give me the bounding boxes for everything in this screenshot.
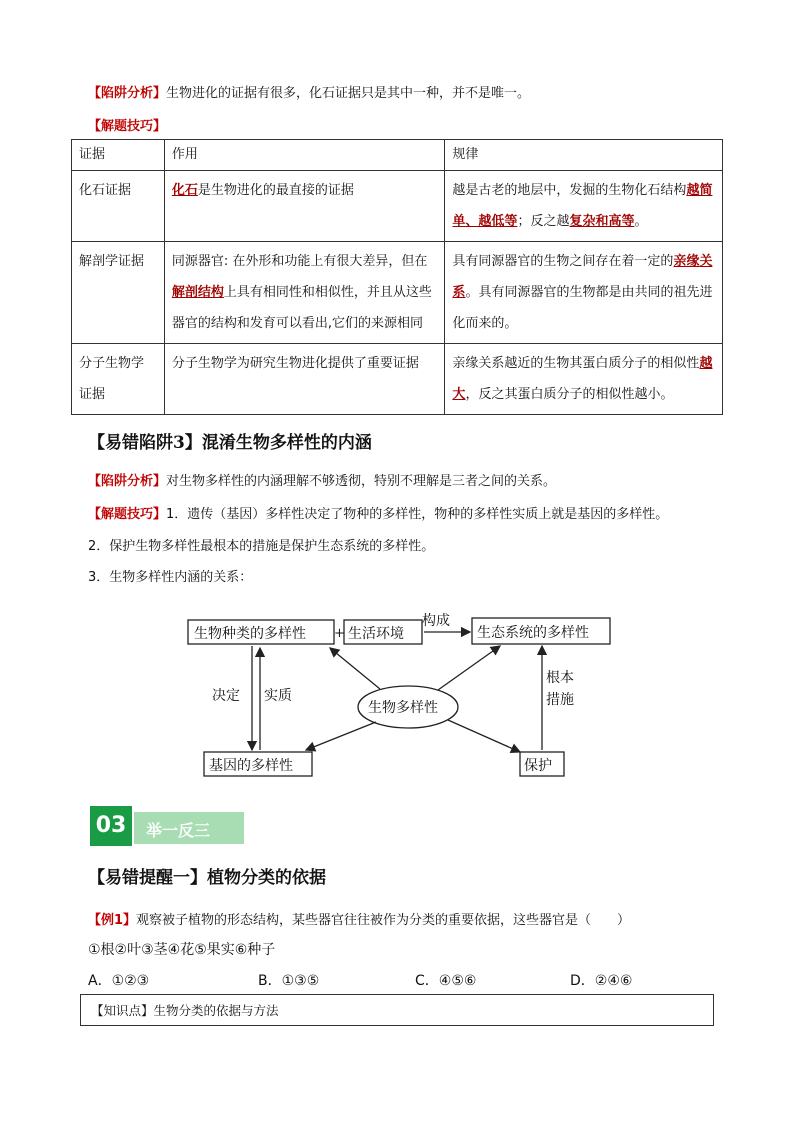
table-cell: 分子生物学证据 (72, 344, 165, 415)
option-a[interactable]: A．①②③ (88, 973, 150, 989)
table-row (72, 344, 723, 415)
cell-text: 是生物进化的最直接的证据 (197, 183, 354, 198)
trap2-tips-tag: 【解题技巧】 (88, 119, 167, 134)
trap3-tip1 (88, 503, 668, 522)
cell-text: 亲缘关系越近的生物其蛋白质分子的相似性 (452, 356, 700, 371)
gene-label: 基因的多样性 (209, 758, 293, 774)
biodiversity-diagram (180, 600, 620, 785)
root-label-2: 措施 (546, 692, 574, 708)
knowledge-point-box: 【知识点】生物分类的依据与方法 (80, 994, 714, 1026)
highlight: 亲缘关系 (452, 254, 713, 300)
option-b[interactable]: B．①③⑤ (258, 973, 320, 989)
trap3-analysis (88, 470, 556, 489)
example-tag: 【例1】 (88, 913, 137, 928)
trap3-tip3: 3．生物多样性内涵的关系： (88, 570, 253, 585)
env-label: 生活环境 (348, 626, 404, 642)
plus-label: + (334, 626, 345, 641)
constitute-label: 构成 (422, 613, 450, 629)
ecosystem-label: 生态系统的多样性 (477, 625, 589, 641)
section-title: 举一反三 (146, 821, 211, 840)
example-items: ①根②叶③茎④花⑤果实⑥种子 (88, 942, 276, 958)
cell-text: ，反之其蛋白质分子的相似性越小。 (465, 387, 674, 402)
highlight: 复杂和高等 (569, 214, 635, 229)
root-label-1: 根本 (546, 670, 574, 686)
table-cell: 化石证据 (72, 171, 165, 242)
table-cell (445, 242, 723, 344)
table-row (72, 242, 723, 344)
table-row (72, 171, 723, 242)
table-cell (445, 344, 723, 415)
cell-text: 同源器官: 在外形和功能上有很大差异，但在 (171, 254, 428, 269)
trap2-text: 生物进化的证据有很多，化石证据只是其中一种，并不是唯一。 (166, 86, 531, 101)
reminder-heading: 【易错提醒一】植物分类的依据 (88, 868, 326, 888)
option-c[interactable]: C．④⑤⑥ (415, 973, 477, 989)
table-header-cell: 作用 (164, 140, 445, 171)
analysis-tag: 【陷阱分析】 (88, 474, 167, 489)
analysis-text: 对生物多样性的内涵理解不够透彻，特别不理解是三者之间的关系。 (166, 474, 557, 489)
table-cell: 解剖学证据 (72, 242, 165, 344)
center-label: 生物多样性 (368, 700, 438, 716)
cell-text: ；反之越 (517, 214, 570, 229)
cell-text: 越是古老的地层中，发掘的生物化石结构 (452, 183, 687, 198)
table-cell: 分子生物学为研究生物进化提供了重要证据 (164, 344, 445, 415)
highlight: 越大 (452, 356, 713, 402)
cell-text: 。 (634, 214, 648, 229)
highlight: 解剖结构 (171, 285, 224, 300)
tip-text: 1．遗传（基因）多样性决定了物种的多样性，物种的多样性实质上就是基因的多样性。 (166, 507, 669, 522)
table-header-cell: 证据 (72, 140, 165, 171)
trap3-heading: 【易错陷阱3】混淆生物多样性的内涵 (88, 433, 372, 453)
section-number: 03 (90, 806, 132, 846)
table-header-row (72, 140, 723, 171)
cell-text: 。具有同源器官的生物都是由共同的祖先进化而来的。 (452, 285, 713, 331)
trap2-analysis (88, 82, 530, 101)
highlight: 越简单、越低等 (452, 183, 713, 229)
essence-label: 实质 (264, 688, 292, 704)
trap2-tag: 【陷阱分析】 (88, 86, 167, 101)
table-cell (164, 171, 445, 242)
question-text: 观察被子植物的形态结构，某些器官往往被作为分类的重要依据，这些器官是（ ） (136, 913, 631, 928)
table-cell (164, 242, 445, 344)
decide-label: 决定 (212, 688, 240, 704)
protect-label: 保护 (524, 758, 552, 774)
tips-tag: 【解题技巧】 (88, 507, 167, 522)
table-header-cell: 规律 (445, 140, 723, 171)
cell-text: 具有同源器官的生物之间存在着一定的 (452, 254, 674, 269)
trap3-tip2: 2．保护生物多样性最根本的措施是保护生态系统的多样性。 (88, 539, 435, 554)
highlight: 化石 (171, 183, 198, 198)
example-question (88, 909, 630, 928)
evidence-table (71, 139, 723, 415)
species-label: 生物种类的多样性 (194, 626, 306, 642)
option-d[interactable]: D．②④⑥ (570, 973, 633, 989)
cell-text: 上具有相同性和相似性，并且从这些器官的结构和发育可以看出,它们的来源相同 (171, 285, 432, 331)
table-cell (445, 171, 723, 242)
